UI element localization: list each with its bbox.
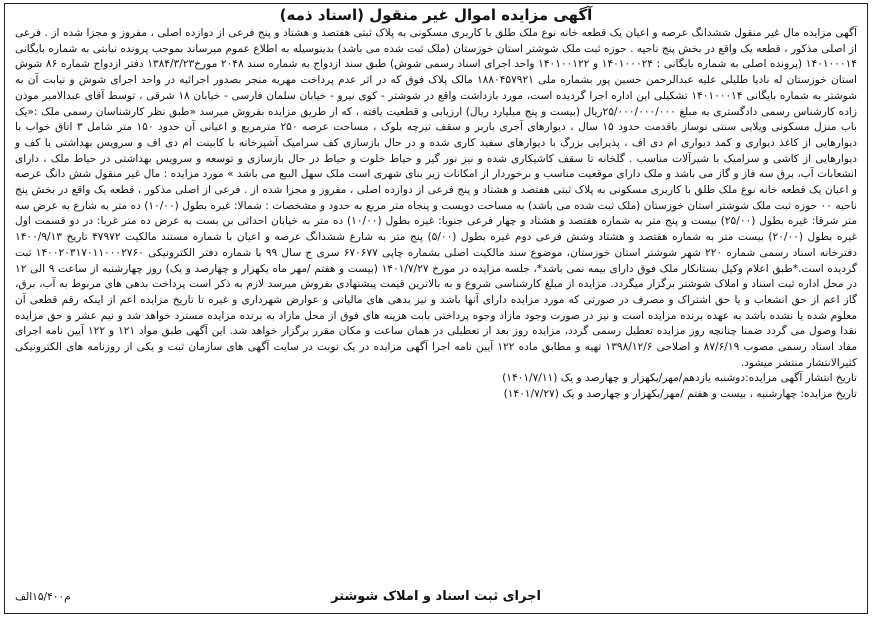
- notice-body: آگهی مزایده مال غیر منقول ششدانگ عرصه و اعیان یک قطعه خانه نوع ملک طلق با کاربری مسکونی به پلاک ثبتی هفتصد و هشتاد و پنج فرعی از دوازده اصلی ، مفروز و مجزا شده از . فرعی از اصلی مذکور ، قطعه یک واقع در بخش پنج ناحیه . حوزه ثبت ملک شوشتر استان خوزستان (ملک ثبت شده می باشد) بدینوسیله به اطلاع عموم میرساند بموجب پرونده نیابتی به شماره بایگانی ۱۴۰۱۰۰۰۱۴ (پرونده اصلی به شماره بایگانی : ۱۴۰۱۰۰۰۲۴ و ۱۴۰۱۰۰۱۲۲ واحد اجرای اسناد رسمی شوش) طبق سند ازدواج به شماره سند ۲۰۴۸ مورخ۱۳۸۴/۳/۲۳ دفتر ازدواج شماره ۸۶ شوش استان خوزستان له نادیا طلیلی علیه عبدالرحمن حسین پور بشماره ملی ۱۸۸۰۴۵۷۹۲۱ مالک پلاک فوق که در اثر عدم پرداخت مهریه منجر بصدور اجرائیه در واحد اجرای شوش و نیابت آن به شوشتر به شماره بایگانی ۱۴۰۱۰۰۰۱۴ تشکیلی این اداره اجرا گردیده است، مورد بازداشت واقع در شوشتر - کوی نیرو - خیابان سلمان فارسی - خیابان ۱۸ شرقی ، توسط آقای عبدالامیر موذن زاده کارشناس رسمی دادگستری به مبلغ ۲۵/۰۰۰/۰۰۰/۰۰۰ریال (بیست و پنج میلیارد ریال) ارزیابی و قطعیت یافته ، که از طریق مزایده بفروش میرسد «طبق نظر کارشناسان رسمی ملک :«یک باب منزل مسکونی ویلایی سنتی نوساز باقدمت حدود ۱۵ سال ، دیوارهای آجری باربر و سقف تیرچه بلوک ، مساحت عرصه ۲۵۰ مترمربع و اعیانی آن حدود ۱۵۰ متر شامل ۳ اتاق خواب با دیوارهایی از کاغذ دیواری و کمد دیواری ام دی اف ، پذیرایی بزرگ با دیوارهای سفید کاری شده و در حال بازسازی کف سرامیک آشپزخانه با کابینت ام دی اف و سرویس بهداشتی با کف و دیوارهایی از کاشی و سرامیک با شیرآلات مناسب . گلخانه تا سقف کاشیکاری شده و نیز نور گیر و حیاط خلوت و حیاط در حال بازسازی و توسعه و سرویس بهداشتی در حیاط ملک ، دارای انشعابات آب، برق سه فاز و گاز می باشد و ملک دارای موقعیت مناسب و برخوردار از امکانات زیر بنای شهری است ملک سهل البیع می باشد » مورد مزایده : مال غیر منقول شش دانگ عرصه و اعیان یک قطعه خانه نوع ملک طلق با کاربری مسکونی به پلاک ثبتی هفتصد و هشتاد و پنج فرعی از دوازده اصلی ، مفروز و مجزا شده از . فرعی از اصلی مذکور ، قطعه یک واقع در بخش پنج ناحیه ۰۰ حوزه ثبت ملک شوشتر استان خوزستان (ملک ثبت شده می باشد) به مساحت دویست و پنجاه متر مربع به حدود و مشخصات : شمالا: غیره بطول (۱۰/۰۰) ده متر به شارع به عرض سه متر شرقا: غیره بطول (۲۵/۰۰) بیست و پنج متر به شماره هفتصد و هشتاد و چهار فرعی جنوبا: غیره بطول (۱۰/۰۰) ده متر به خیابان احداثی بن بست به عرض ده متر غربا: در دو قسمت اول غیره بطول (۲۰/۰۰) بیست متر به شماره هفتصد و هشتاد وشش فرعی دوم غیره بطول (۵/۰۰) پنج متر به شارع ششدانگ عرصه و اعیان با شماره مستند مالکیت ۴۷۹۷۲ تاریخ ۱۴۰۰/۹/۱۳ دفترخانه اسناد رسمی شماره ۲۲۰ شهر شوشتر استان خوزستان، موضوع سند مالکیت اصلی بشماره چاپی ۶۷۰۶۷۷ سری ج سال ۹۹ با شماره دفتر الکترونیکی ۱۴۰۰۲۰۳۱۷۰۱۱۰۰۰۲۷۶۰ ثبت گردیده است.*طبق اعلام وکیل بستانکار ملک فوق دارای بیمه نمی باشد*، جلسه مزایده در مورخ ۱۴۰۱/۷/۲۷ (بیست و هفتم /مهر ماه یکهزار و چهارصد و یک) روز چهارشنبه از ساعت ۹ الی ۱۲ در محل اداره ثبت اسناد و املاک شوشتر برگزار میگردد. مزایده از مبلغ کارشناسی شروع و به بالاترین قیمت پیشنهادی بفروش میرسد لازم به ذکر است پرداخت بدهی های مربوط به آب، برق، گاز اعم از حق انشعاب و یا حق اشتراک و مصرف در صورتی که مورد مزایده دارای آنها باشد و نیز بدهی های مالیاتی و عوارض شهرداری و غیره تا تاریخ مزایده اعم از اینکه رقم قطعی آن معلوم شده یا نشده باشد به عهده برنده مزایده است و نیز در صورت وجود مازاد وجوه پرداختی بابت هزینه های فوق از محل مازاد به برنده مزایده مسترد خواهد شد و نیم عشر و حق مزایده نقدا وصول می گردد ضمنا چنانچه روز مزایده تعطیل رسمی گردد، مزایده روز بعد از تعطیلی در همان ساعت و مکان مقرر برگزار خواهد شد. این آگهی طبق مواد ۱۲۱ و ۱۲۲ آیین نامه اجرای مفاد اسناد رسمی مصوب ۸۷/۶/۱۹ و اصلاحی ۱۳۹۸/۱۲/۶ تهیه و مطابق ماده ۱۲۲ آیین نامه اجرا آگهی مزایده در یک نوبت در سایت آگهی های سازمان ثبت و یکی از روزنامه های الکترونیکی کثیرالانتشار منتشر میشود.: [15, 27, 858, 369]
- auction-notice: [4, 3, 868, 614]
- notice-code: م۱۵/۴۰۰الف: [15, 591, 71, 603]
- auction-date-line: تاریخ مزایده: چهارشنبه ، بیست و هفتم /مهر/یکهزار و چهارصد و یک (۱۴۰۱/۷/۲۷): [503, 388, 857, 401]
- issuer-name: اجرای ثبت اسناد و املاک شوشتر: [331, 589, 541, 604]
- notice-title: آگهی مزایده اموال غیر منقول (اسناد ذمه): [279, 6, 593, 24]
- notice-footer: [15, 586, 857, 608]
- publish-date-line: تاریخ انتشار آگهی مزایده:دوشنبه یازدهم/مهر/یکهزار و چهارصد و یک (۱۴۰۱/۷/۱۱): [502, 372, 857, 385]
